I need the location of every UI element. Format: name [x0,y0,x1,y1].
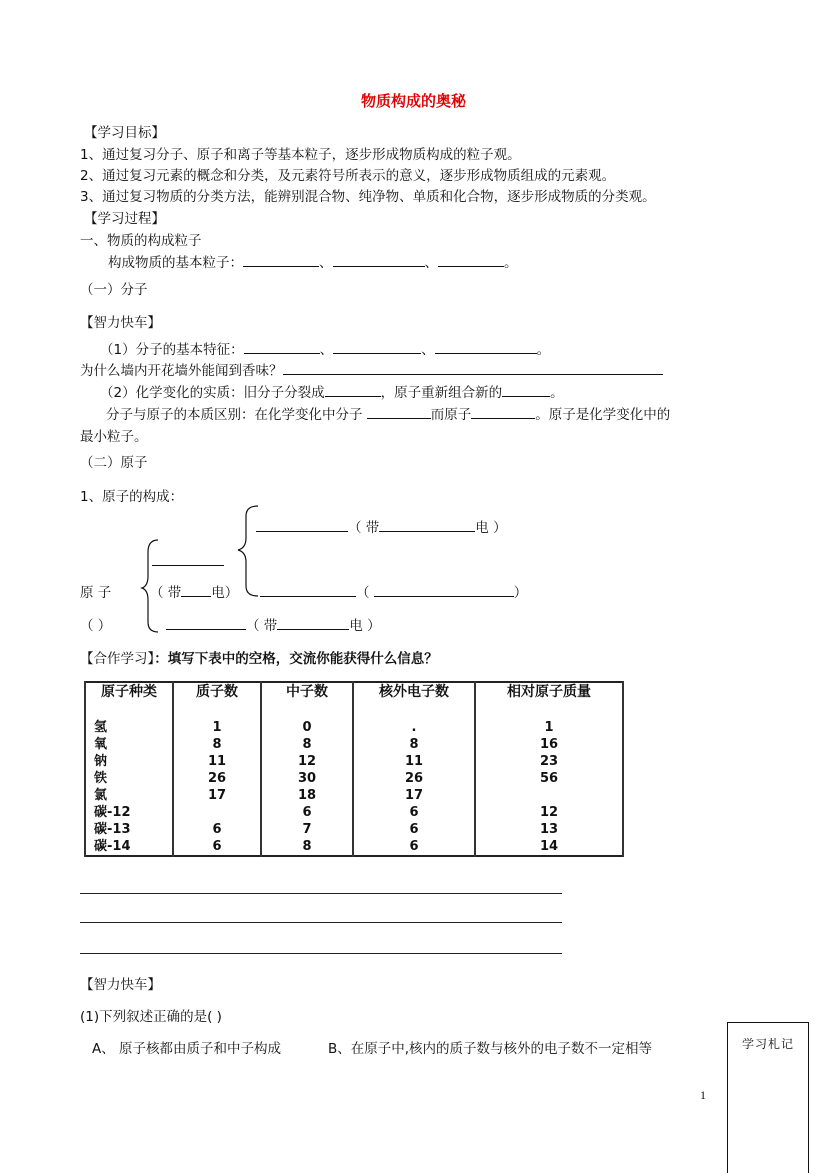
page-number: 1 [700,1088,706,1102]
answer-line[interactable] [80,953,562,954]
charge-label: （ 带 [150,585,182,601]
separator: 、 [421,342,435,358]
separator: 、 [319,342,334,358]
header-neutrons: 中子数 [261,682,353,719]
charge-label: 电 ） [475,520,507,536]
question-label: （1）分子的基本特征： [100,342,244,358]
atom-row-4 [166,614,381,634]
cell-neutrons: 18 [261,787,353,804]
study-notes-box [727,1022,809,1173]
coop-line [80,647,438,667]
blank-field[interactable] [325,382,381,397]
cell-electrons: 11 [353,753,475,770]
process-heading: 【学习过程】 [84,211,165,227]
goal-item-2: 2、通过复习元素的概念和分类，及元素符号所表示的意义，逐步形成物质组成的元素观。 [80,168,616,184]
atom-row-2-blank [152,551,224,570]
section-heading: 一、物质的构成粒子 [80,233,202,249]
cell-protons: 1 [173,719,261,736]
option-b[interactable]: B、在原子中,核内的质子数与核外的电子数不一定相等 [328,1041,653,1057]
cell-relative-mass: 16 [475,736,623,753]
study-notes-label: 学习札记 [741,1037,794,1051]
goal-item-3: 3、通过复习物质的分类方法，能辨别混合物、纯净物、单质和化合物，逐步形成物质的分类观。 [80,189,656,205]
blank-field[interactable] [435,339,537,354]
question-label: （2）化学变化的实质：旧分子分裂成 [100,385,325,401]
difference-line [106,403,670,423]
answer-line[interactable] [80,922,562,923]
goals-heading: 【学习目标】 [84,125,165,141]
atom-label: 原 子 [80,585,112,601]
question-label: 。原子是化学变化中的 [535,407,671,423]
page-title: 物质构成的奥秘 [360,92,466,110]
blank-field[interactable] [277,615,349,630]
cell-neutrons: 6 [261,804,353,821]
punctuation: 。 [504,255,518,271]
table-row [85,804,623,821]
atom-table [84,681,624,857]
blank-field[interactable] [379,517,475,532]
charge-label: （ 带 [348,520,380,536]
question-label: 而原子 [430,407,472,423]
table-row [85,787,623,804]
chem-change-line [100,381,564,401]
cell-electrons: . [353,719,475,736]
answer-line[interactable] [80,893,562,894]
header-relative-mass: 相对原子质量 [475,682,623,719]
cell-atom-type: 钠 [85,753,173,770]
table-row [85,838,623,856]
table-row [85,736,623,753]
coop-text: ：填写下表中的空格，交流你能获得什么信息？ [154,651,438,667]
cell-relative-mass: 13 [475,821,623,838]
coop-heading: 【合作学习】 [80,651,155,667]
molecule-features-line [100,338,550,358]
cell-atom-type: 氯 [85,787,173,804]
bracket: ） [513,585,528,601]
blank-field[interactable] [438,252,504,267]
cell-electrons: 6 [353,804,475,821]
atom-paren: （ ） [80,618,112,634]
table-row [85,719,623,736]
atom-row-2 [150,581,238,601]
blank-field[interactable] [152,551,224,566]
quiz2-heading: 【智力快车】 [80,977,161,993]
cell-relative-mass: 14 [475,838,623,856]
table-row [85,753,623,770]
cell-electrons: 6 [353,821,475,838]
atom-row-1 [256,516,507,536]
question-label: 为什么墙内开花墙外能闻到香味？ [80,363,283,379]
cell-protons: 11 [173,753,261,770]
blank-field[interactable] [374,582,514,597]
blank-field[interactable] [471,404,535,419]
question-label: ，原子重新组合新的 [380,385,503,401]
table-row [85,821,623,838]
cell-atom-type: 氧 [85,736,173,753]
why-question-line [80,359,663,379]
cell-relative-mass: 56 [475,770,623,787]
goal-item-1: 1、通过复习分子、原子和离子等基本粒子，逐步形成物质构成的粒子观。 [80,147,521,163]
header-protons: 质子数 [173,682,261,719]
right-brace [238,506,258,596]
table-row [85,770,623,787]
blank-field[interactable] [244,339,320,354]
blank-field[interactable] [333,252,425,267]
blank-field[interactable] [243,252,319,267]
atom-row-3 [260,581,527,601]
separator: 、 [424,255,438,271]
blank-field[interactable] [260,582,356,597]
cell-protons[interactable] [173,804,261,821]
cell-protons: 6 [173,838,261,856]
charge-label: 电 ） [349,618,381,634]
cell-protons: 17 [173,787,261,804]
cell-electrons: 26 [353,770,475,787]
question-label: 分子与原子的本质区别：在化学变化中分子 [106,407,363,423]
quiz2-question: (1)下列叙述正确的是( ) [80,1009,222,1025]
cell-neutrons: 12 [261,753,353,770]
cell-relative-mass: 12 [475,804,623,821]
cell-neutrons: 0 [261,719,353,736]
blank-field[interactable] [181,582,211,597]
basic-particles-label: 构成物质的基本粒子： [108,255,243,271]
cell-neutrons: 30 [261,770,353,787]
blank-field[interactable] [166,615,246,630]
blank-field[interactable] [367,404,431,419]
quiz-heading: 【智力快车】 [80,315,161,331]
table-header-row [85,682,623,719]
basic-particles-line [108,251,518,271]
charge-label: 电） [211,585,239,601]
molecule-heading: （一）分子 [80,282,148,298]
cell-atom-type: 碳-14 [85,838,173,856]
cell-electrons: 6 [353,838,475,856]
cell-protons: 6 [173,821,261,838]
option-a[interactable]: A、 原子核都由质子和中子构成 [92,1041,282,1057]
charge-label: （ 带 [246,618,278,634]
cell-atom-type: 氢 [85,719,173,736]
blank-field[interactable] [333,339,421,354]
difference-tail: 最小粒子。 [80,429,148,445]
punctuation: 。 [536,342,551,358]
blank-field[interactable] [502,382,550,397]
cell-protons: 8 [173,736,261,753]
cell-electrons: 8 [353,736,475,753]
cell-neutrons: 7 [261,821,353,838]
cell-atom-type: 碳-13 [85,821,173,838]
separator: 、 [319,255,333,271]
bracket: （ [356,585,370,601]
cell-electrons: 17 [353,787,475,804]
header-atom-type: 原子种类 [85,682,173,719]
punctuation: 。 [550,385,564,401]
cell-relative-mass[interactable] [475,787,623,804]
cell-relative-mass: 1 [475,719,623,736]
cell-relative-mass: 23 [475,753,623,770]
blank-field[interactable] [283,360,663,375]
atom-heading: （二）原子 [80,455,148,471]
atom-structure-label: 1、原子的构成： [80,489,184,505]
header-electrons: 核外电子数 [353,682,475,719]
cell-protons: 26 [173,770,261,787]
blank-field[interactable] [256,517,348,532]
cell-atom-type: 碳-12 [85,804,173,821]
cell-atom-type: 铁 [85,770,173,787]
cell-neutrons: 8 [261,736,353,753]
cell-neutrons: 8 [261,838,353,856]
